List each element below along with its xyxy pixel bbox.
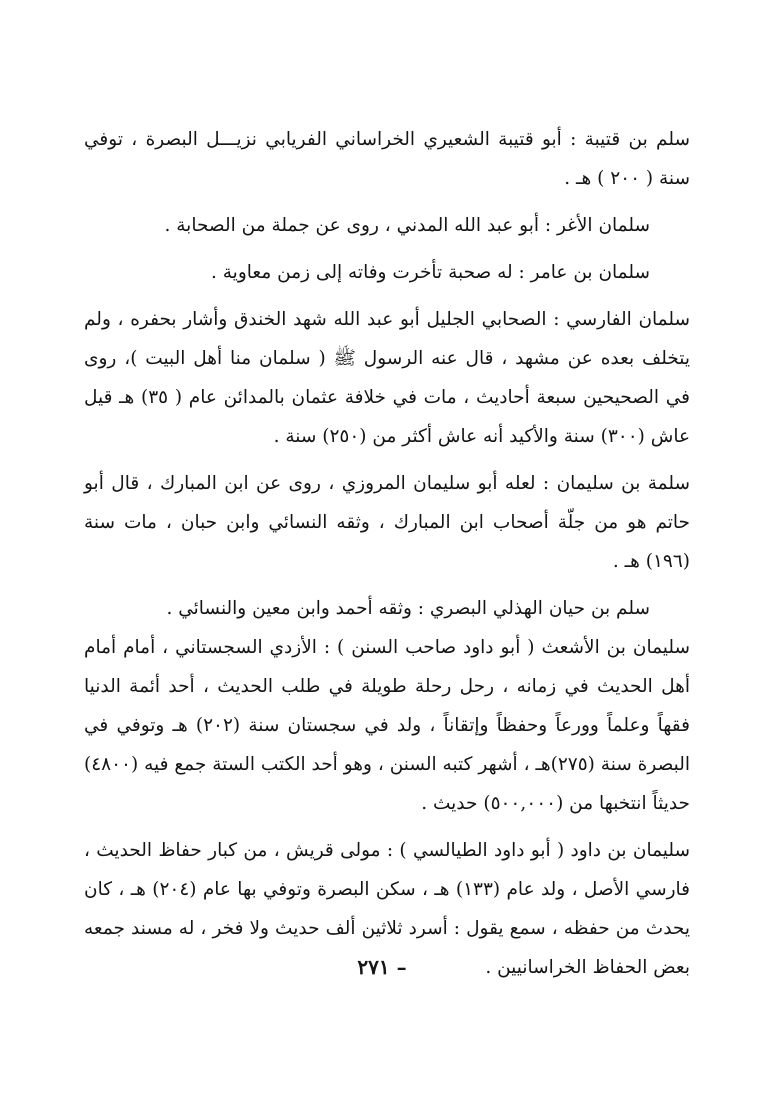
entry-salm-ibn-hayyan: سلم بن حيان الهذلي البصري : وثقه أحمد وابن معين والنسائي . <box>166 598 650 619</box>
entry-salman-al-farisi: سلمان الفارسي : الصحابي الجليل أبو عبد الله شهد الخندق وأشار بحفره ، ولم يتخلف بعده عن مشهد ، قال عنه الرسول ﷺ ( سلمان منا أهل البيت )، روى في الصحيحين سبعة أحاديث ، مات في خلافة عثمان بالمدائن عام ( ٣٥) هـ قيل عاش (٣٠٠) سنة والأكيد أنه عاش أكثر من (٢٥٠) سنة . <box>84 309 691 447</box>
entries-column <box>84 120 690 987</box>
page-number: – ٢٧١ <box>357 955 407 979</box>
entry-salama-ibn-sulayman: سلمة بن سليمان : لعله أبو سليمان المروزي ، روى عن ابن المبارك ، قال أبو حاتم هو من جلّة أصحاب ابن المبارك ، وثقه النسائي وابن حبان ، مات سنة (١٩٦) هـ . <box>84 473 690 572</box>
entry-salman-ibn-amir: سلمان بن عامر : له صحبة تأخرت وفاته إلى زمن معاوية . <box>211 262 650 283</box>
entry-salm-ibn-qutayba: سلم بن قتيبة : أبو قتيبة الشعيري الخراساني الفريابي نزيـــل البصرة ، توفي سنة ( ٢٠٠ ) هـ . <box>84 129 690 189</box>
entry-sulayman-ibn-dawud: سليمان بن داود ( أبو داود الطيالسي ) : مولى قريش ، من كبار حفاظ الحديث ، فارسي الأصل ، ولد عام (١٣٣) هـ ، سكن البصرة وتوفي بها عام (٢٠٤) هـ ، كان يحدث من حفظه ، سمع يقول : أسرد ثلاثين ألف حديث ولا فخر ، له مسند جمعه بعض الحفاظ الخراسانيين . <box>84 840 690 978</box>
entry-salman-al-agharr: سلمان الأغر : أبو عبد الله المدني ، روى عن جملة من الصحابة . <box>164 215 650 236</box>
entry-sulayman-ibn-al-ashath: سليمان بن الأشعث ( أبو داود صاحب السنن ) : الأزدي السجستاني ، أمام أمام أهل الحديث في زمانه ، رحل رحلة طويلة في طلب الحديث ، أحد أئمة الدنيا فقهاً وعلماً وورعاً وحفظاً وإتقاناً ، ولد في سجستان سنة (٢٠٢) هـ وتوفي في البصرة سنة (٢٧٥)هـ ، أشهر كتبه السنن ، وهو أحد الكتب الستة جمع فيه (٤٨٠٠) حديثاً انتخبها من (٥٠٠,٠٠٠) حديث . <box>84 637 691 814</box>
